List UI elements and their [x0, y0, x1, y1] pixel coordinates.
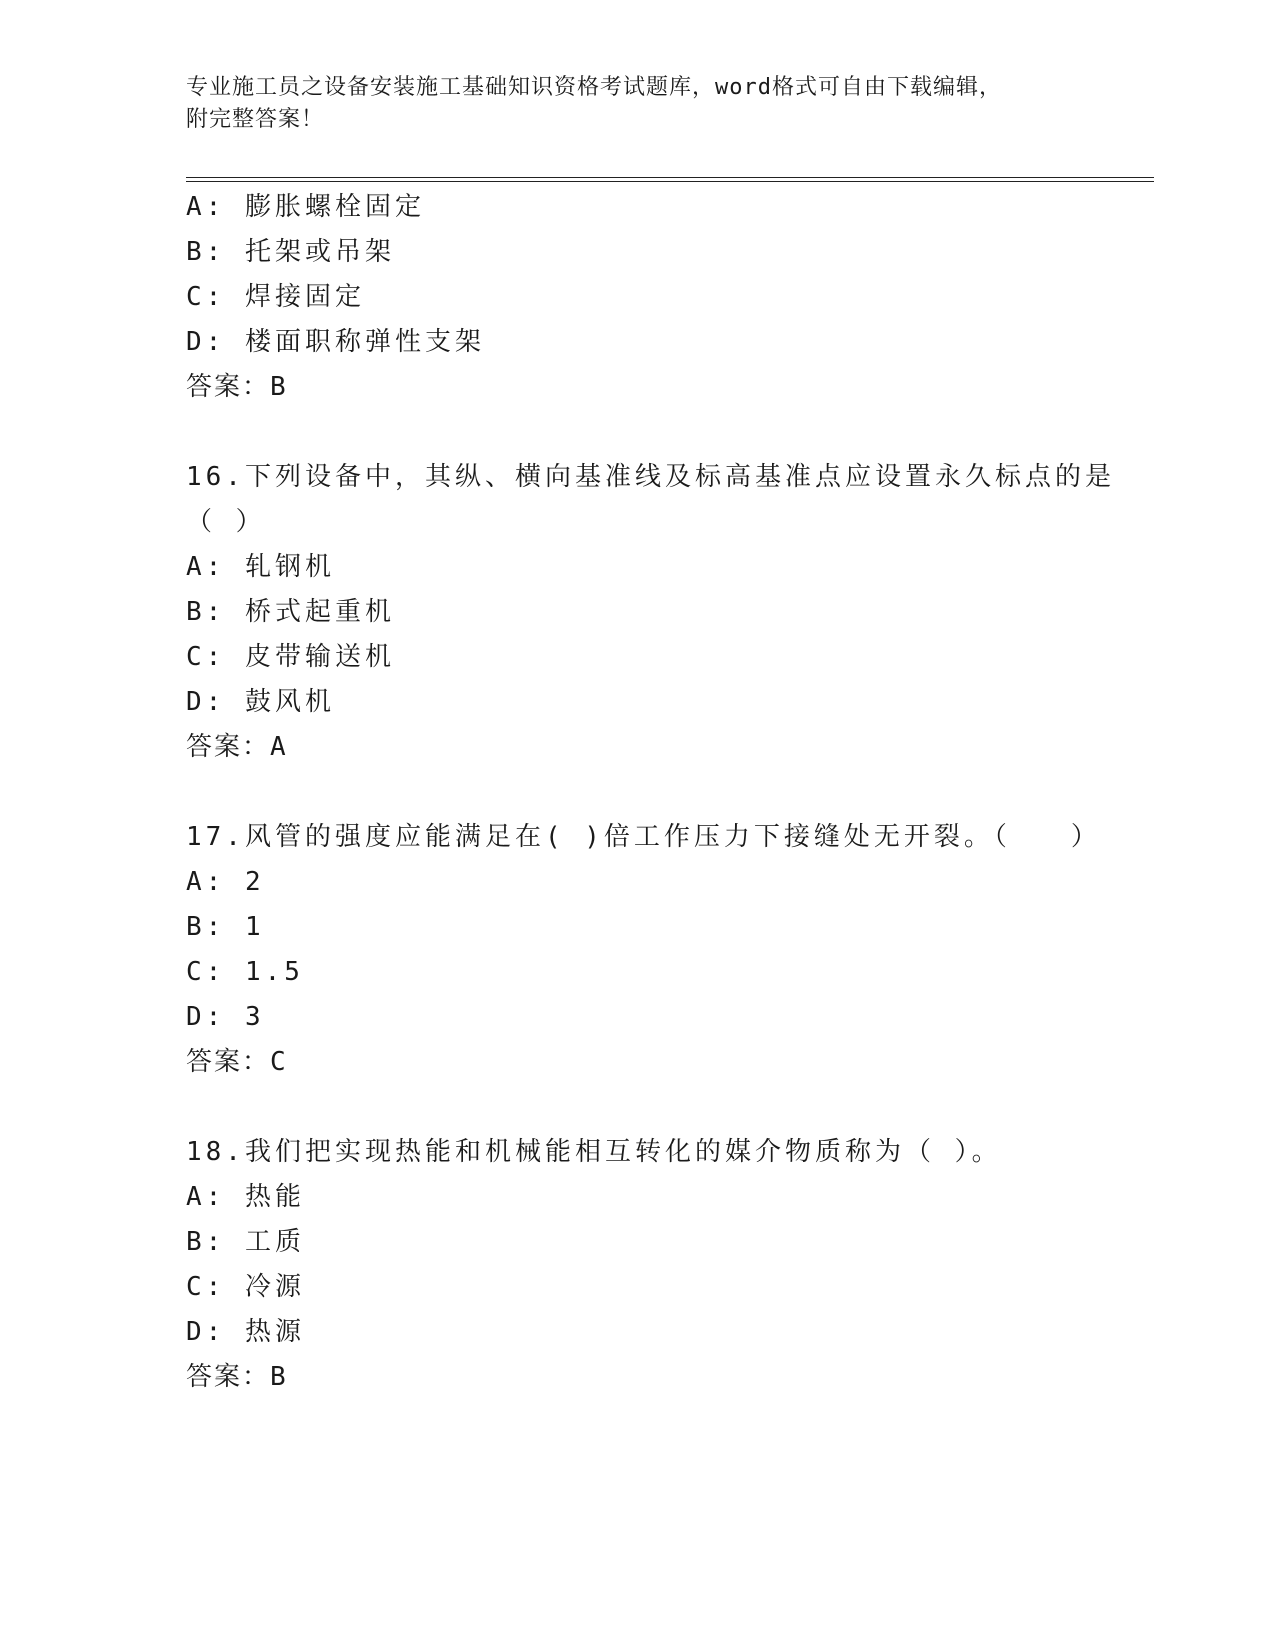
question-18-stem: 18.我们把实现热能和机械能相互转化的媒介物质称为（ ）。: [186, 1137, 1002, 1167]
option-c: C: 1.5: [186, 957, 304, 987]
answer: 答案：B: [186, 1362, 288, 1392]
option-c: C: 焊接固定: [186, 282, 365, 312]
option-a: A: 2: [186, 867, 265, 897]
question-16-stem: 16.下列设备中，其纵、横向基准线及标高基准点应设置永久标点的是: [186, 462, 1115, 492]
option-d: D: 热源: [186, 1317, 305, 1347]
header-line-1: 专业施工员之设备安装施工基础知识资格考试题库，word格式可自由下载编辑，: [186, 75, 1002, 100]
option-b: B: 桥式起重机: [186, 597, 395, 627]
option-a: A: 轧钢机: [186, 552, 335, 582]
header-line-2: 附完整答案！: [186, 107, 325, 132]
question-17-stem: 17.风管的强度应能满足在( )倍工作压力下接缝处无开裂。（ ）: [186, 822, 1101, 852]
header-divider: [186, 177, 1154, 182]
answer: 答案：C: [186, 1047, 288, 1077]
option-c: C: 冷源: [186, 1272, 305, 1302]
document-header: [186, 72, 1086, 136]
option-d: D: 鼓风机: [186, 687, 335, 717]
answer: 答案：A: [186, 732, 288, 762]
option-d: D: 楼面职称弹性支架: [186, 327, 485, 357]
option-a: A: 膨胀螺栓固定: [186, 192, 425, 222]
option-b: B: 工质: [186, 1227, 305, 1257]
option-c: C: 皮带输送机: [186, 642, 395, 672]
option-d: D: 3: [186, 1002, 265, 1032]
answer: 答案：B: [186, 372, 288, 402]
option-a: A: 热能: [186, 1182, 305, 1212]
question-16-stem-cont: （ ）: [186, 507, 266, 537]
option-b: B: 托架或吊架: [186, 237, 395, 267]
option-b: B: 1: [186, 912, 265, 942]
